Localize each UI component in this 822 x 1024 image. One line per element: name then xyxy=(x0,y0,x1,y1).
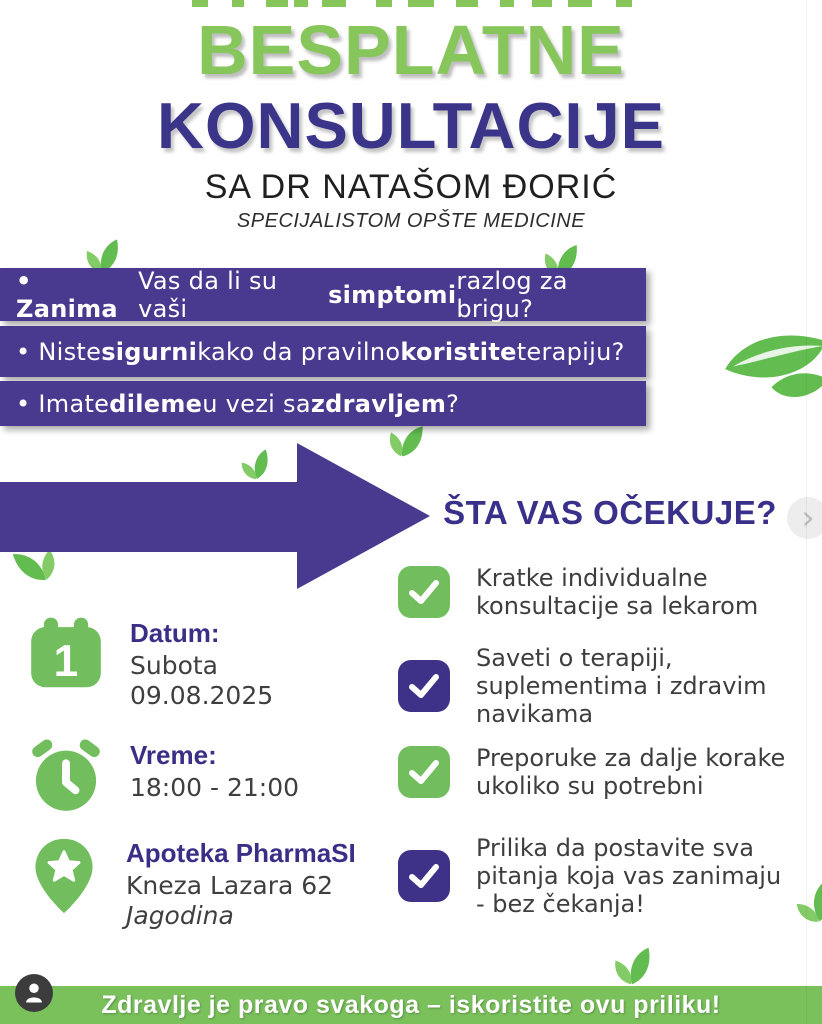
detail-location xyxy=(28,836,356,931)
question-text: u vezi sa xyxy=(202,389,311,418)
letter-fragment xyxy=(568,0,592,7)
expect-item-4 xyxy=(398,830,808,922)
text-line: 09.08.2025 xyxy=(130,681,274,710)
letter-fragment xyxy=(376,0,392,7)
question-bold-text: zdravljem xyxy=(310,389,447,418)
text-line: ukoliko su potrebni xyxy=(476,772,704,800)
title-besplatne: BESPLATNE xyxy=(197,11,625,89)
expect-item-text xyxy=(476,644,766,728)
time-text xyxy=(130,738,299,803)
date-label: Datum: xyxy=(130,618,220,648)
leaf-icon xyxy=(610,944,654,988)
expect-item-text xyxy=(476,564,758,620)
letter-fragment xyxy=(232,0,244,7)
expect-item-2 xyxy=(398,640,808,732)
letter-fragment xyxy=(266,0,288,7)
text-line: Jagodina xyxy=(126,901,234,930)
check-icon xyxy=(398,746,450,798)
expect-item-3 xyxy=(398,740,808,804)
letter-fragment xyxy=(616,0,632,7)
question-text: Vas da li su vaši xyxy=(138,266,278,323)
location-values xyxy=(126,871,356,931)
date-values xyxy=(130,651,273,711)
text-line: Saveti o terapiji, xyxy=(476,644,673,672)
letter-fragment xyxy=(322,0,346,7)
question-banner-2 xyxy=(0,326,646,377)
check-icon xyxy=(398,660,450,712)
question-text: razlog za brigu? xyxy=(456,266,568,323)
check-icon xyxy=(398,850,450,902)
text-line: - bez čekanja! xyxy=(476,890,645,918)
time-label: Vreme: xyxy=(130,740,217,770)
question-text: terapiju? xyxy=(516,337,625,366)
text-line: navikama xyxy=(476,700,594,728)
text-line: suplementima i zdravim xyxy=(476,672,767,700)
expect-item-1 xyxy=(398,560,808,624)
detail-date xyxy=(28,616,273,711)
calendar-icon xyxy=(28,616,104,692)
location-text xyxy=(126,836,356,931)
text-line: pitanja koja vas zanimaju xyxy=(476,862,782,890)
arrow-right-graphic xyxy=(0,443,430,590)
question-bold-text: • Zanima xyxy=(16,266,118,323)
specialty-line: SPECIJALISTOM OPŠTE MEDICINE xyxy=(236,210,586,232)
profile-avatar-icon[interactable] xyxy=(15,974,53,1012)
check-icon xyxy=(398,566,450,618)
letter-fragment xyxy=(500,0,514,7)
question-text: • Niste xyxy=(16,337,102,366)
letter-fragment xyxy=(456,0,478,7)
question-text: • Imate xyxy=(16,389,110,418)
question-bold-text: sigurni xyxy=(101,337,198,366)
letter-fragment xyxy=(192,0,208,7)
expect-item-text xyxy=(476,744,785,800)
footer-banner xyxy=(0,986,822,1024)
letter-fragment xyxy=(294,0,308,7)
alarm-clock-icon xyxy=(28,738,104,814)
carousel-next-button[interactable] xyxy=(787,497,822,539)
date-text xyxy=(130,616,273,711)
expect-heading: ŠTA VAS OČEKUJE? xyxy=(443,494,777,531)
location-label: Apoteka PharmaSI xyxy=(126,838,356,868)
location-pin-icon xyxy=(28,836,100,916)
footer-message: Zdravlje je pravo svakoga – iskoristite ovu priliku! xyxy=(101,990,721,1019)
text-line: Prilika da postavite sva xyxy=(476,834,754,862)
question-text: ? xyxy=(446,389,460,418)
letter-fragment xyxy=(532,0,552,7)
question-text: kako da pravilno xyxy=(197,337,401,366)
letter-fragment xyxy=(408,0,434,7)
chevron-right-icon: › xyxy=(801,498,815,538)
detail-time xyxy=(28,738,299,814)
question-bold-text: dileme xyxy=(109,389,203,418)
time-values xyxy=(130,773,299,803)
question-banner-3 xyxy=(0,381,646,426)
expect-item-text xyxy=(476,834,781,918)
text-line: konsultacije sa lekarom xyxy=(476,592,759,620)
text-line: Preporuke za dalje korake xyxy=(476,744,786,772)
calendar-day-number: 1 xyxy=(53,637,79,687)
question-banner-1 xyxy=(0,268,646,321)
doctor-name-line: SA DR NATAŠOM ĐORIĆ xyxy=(204,168,618,206)
text-line: Subota xyxy=(130,651,219,680)
image-edge-divider xyxy=(806,0,807,1024)
text-line: Kratke individualne xyxy=(476,564,708,592)
question-bold-text: koristite xyxy=(400,337,517,366)
text-line: 18:00 - 21:00 xyxy=(130,773,300,802)
title-konsultacije: KONSULTACIJE xyxy=(157,89,665,162)
question-bold-text: simptomi xyxy=(328,280,457,309)
text-line: Kneza Lazara 62 xyxy=(126,871,334,900)
